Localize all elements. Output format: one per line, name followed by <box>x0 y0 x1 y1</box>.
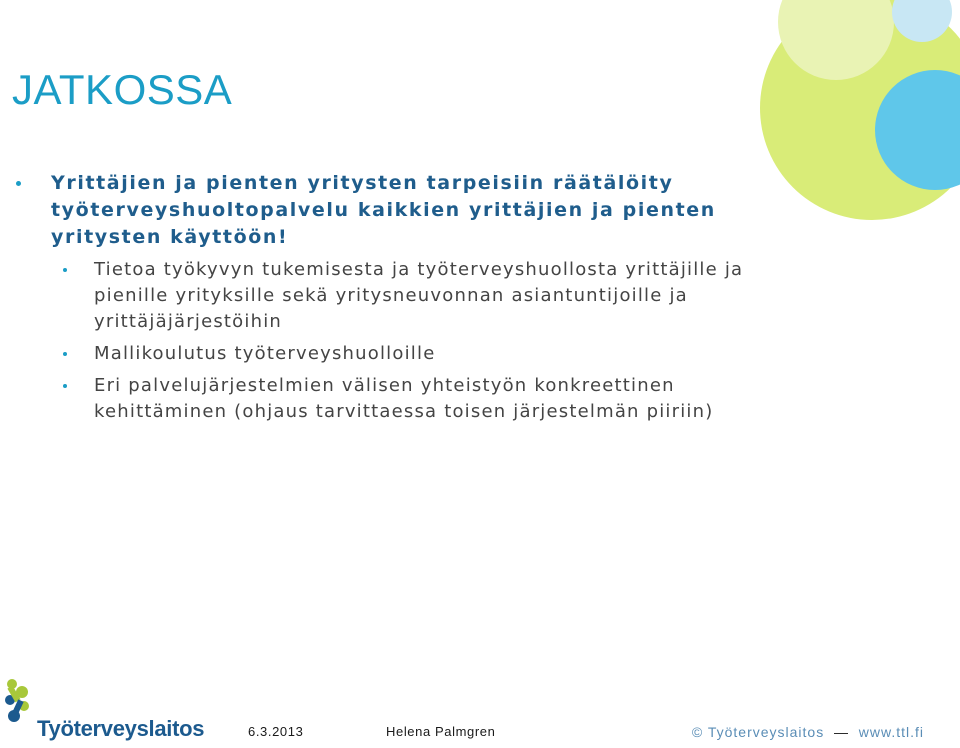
slide-content <box>12 170 812 431</box>
slide-title: JATKOSSA <box>12 66 233 113</box>
footer-dash: — <box>833 724 849 740</box>
sub-bullet-text: Tietoa työkyvyn tukemisesta ja työterveyshuollosta yrittäjille ja pienille yrityksille sekä yritysneuvonnan asiantuntijoille ja yrittäjäjärjestöihin <box>94 259 744 332</box>
sub-bullet-text: Eri palvelujärjestelmien välisen yhteistyön konkreettinen kehittäminen (ohjaus tarvittaessa toisen järjestelmän piiriin) <box>94 375 714 422</box>
sub-bullet <box>12 257 812 335</box>
sub-bullet-text: Mallikoulutus työterveyshuolloille <box>94 343 436 364</box>
sub-bullet <box>12 373 812 425</box>
footer-website[interactable]: www.ttl.fi <box>858 724 924 740</box>
copyright-icon: © <box>691 724 704 740</box>
footer-author: Helena Palmgren <box>386 724 496 739</box>
footer-date: 6.3.2013 <box>248 724 304 739</box>
sub-bullet-list <box>12 257 812 425</box>
copyright-org: Työterveyslaitos <box>707 724 825 740</box>
sub-bullet <box>12 341 812 367</box>
ttl-logo-icon <box>0 676 40 736</box>
bullet-dot <box>16 181 21 186</box>
footer-copyright <box>692 724 924 740</box>
bullet-dot <box>63 384 67 388</box>
bullet-dot <box>63 268 67 272</box>
main-bullet-text: Yrittäjien ja pienten yritysten tarpeisiin räätälöity työterveyshuoltopalvelu kaikkien yrittäjien ja pienten yritysten käyttöön! <box>51 172 716 248</box>
main-bullet <box>12 170 812 251</box>
ttl-logo-text: Työterveyslaitos <box>37 716 205 741</box>
bullet-dot <box>63 352 67 356</box>
